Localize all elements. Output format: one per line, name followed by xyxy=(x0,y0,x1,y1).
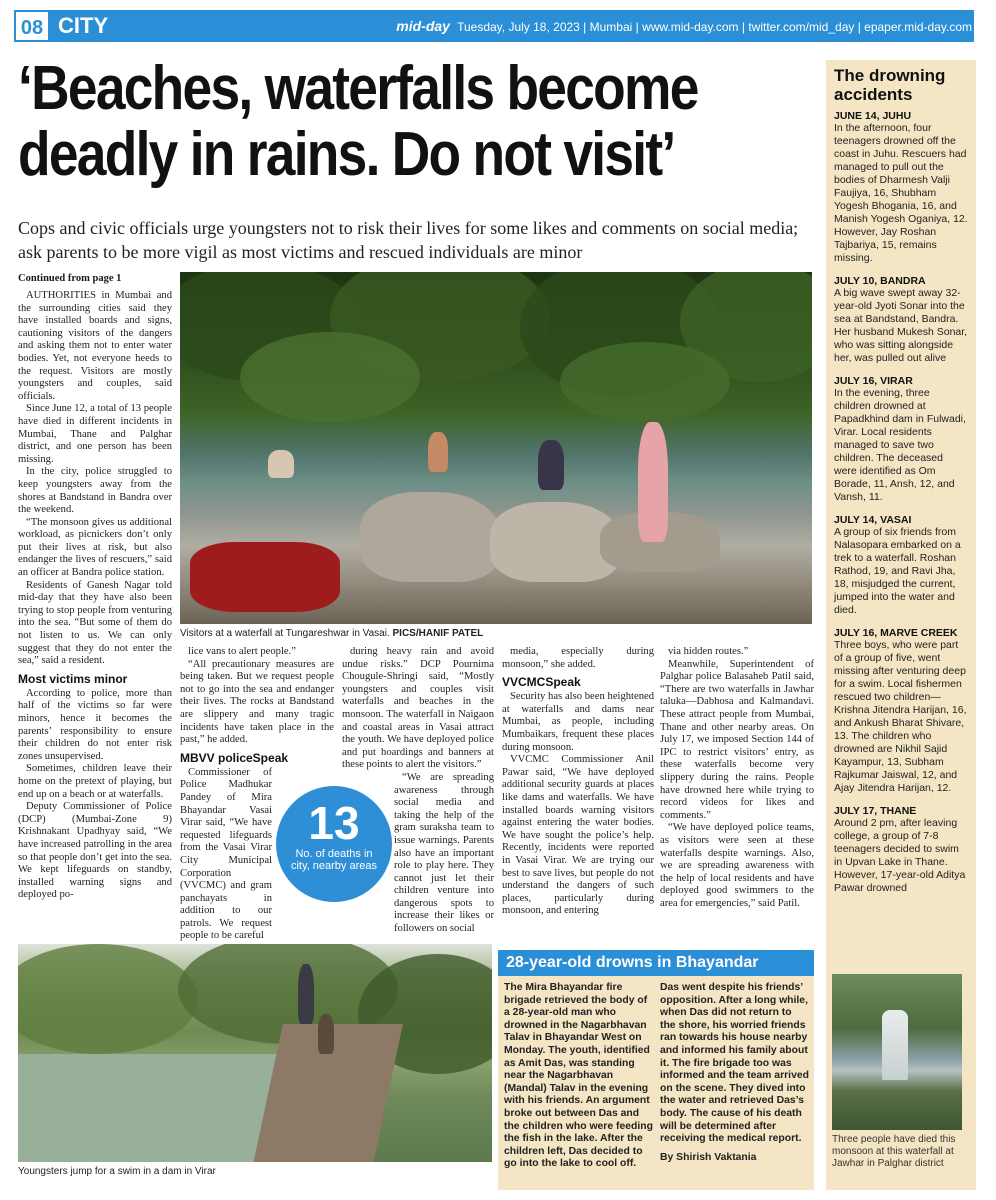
paragraph: Deputy Commissioner of Police (DCP) (Mumbai-Zone 9) Krishnakant Upadhyay said, “We have increased patrolling in the area so that people don’t get into the sea. We kept lifeguards on standby, installed warning signs and deployed po- xyxy=(18,801,172,901)
article-column-1 xyxy=(18,290,172,902)
paragraph: According to police, more than half of the victims so far were minors, hence it becomes the parents’ responsibility to ensure their children do not enter risk zones unsupervised. xyxy=(18,687,172,762)
section-label: CITY xyxy=(58,13,109,38)
box-story-text: Das went despite his friends’ opposition. After a long while, when Das did not return to the shore, his worried friends ran towards his house nearby and informed his family about it. The fire brigade too was informed and the team arrived on the scene. They dived into the water and retrieved Das’s body. The cause of his death will be determined after receiving the medical report. xyxy=(660,982,809,1145)
entry-body: In the evening, three children drowned at Papadkhind dam in Fulwadi, Virar. Local residents managed to save two children. The deceased were identified as Om Borade, 11, Ansh, 12, and Vansh, 11. xyxy=(834,387,966,503)
entry-body: A group of six friends from Nalasopara embarked on a trek to a waterfall. Roshan Rathod, 19, and Ravi Jha, 18, misjudged the current, jumped into the water and died. xyxy=(834,526,961,616)
death-count-badge xyxy=(276,786,392,902)
entry-heading: JUNE 14, JUHU xyxy=(834,110,912,122)
waterfall-stream xyxy=(882,1010,908,1080)
death-count-label: No. of deaths in city, nearby areas xyxy=(290,848,377,872)
paragraph: during heavy rain and avoid undue risks.” DCP Pournima Chougule-Shringi said, “Mostly youngsters and couples visit waterfalls and beaches in the monsoon. The waterfall in Naigaon and coastal areas in Vasai attract the youth. We have deployed police and put hoardings and banners at these points to alert the visitors.” xyxy=(342,646,494,771)
bottom-photo xyxy=(18,944,492,1162)
subheadline: Cops and civic officials urge youngsters not to risk their lives for some likes and comments on social media; ask parents to be more vigil as most victims and rescued individuals are minor xyxy=(18,218,799,262)
death-count-number: 13 xyxy=(308,797,360,849)
paragraph: “We are spreading awareness through social media and taking the help of the gram suraksha team to issue warnings. Parents also have an important role to play here. They cannot just let their children venture into dangerous spots to increase their likes or followers on social xyxy=(394,771,494,935)
paragraph: via hidden routes.” xyxy=(668,646,749,657)
entry-heading: JULY 10, BANDRA xyxy=(834,275,926,287)
box-story-column-2 xyxy=(660,982,810,1163)
caption-text: Visitors at a waterfall at Tungareshwar in Vasai. xyxy=(180,628,390,639)
entry-body: Around 2 pm, after leaving college, a group of 7-8 teenagers decided to swim in Upvan Lake in Thane. However, 17-year-old Aditya Pawar drowned xyxy=(834,817,966,894)
masthead-info xyxy=(396,10,972,42)
entry-body: Three boys, who were part of a group of five, went missing after venturing deep for a swim. Local fishermen rescued two children—Krishna Jitendra Harijan, 16, and Ankush Bharat Shivare, 13. The children who drowned are Nikhil Sajid Kayampur, 13, Subham Rajkumar Jaiswal, 12, and Ajay Jitendra Harijan, 12. xyxy=(834,639,967,794)
subheading: MBVV policeSpeak xyxy=(180,750,289,765)
bottom-photo-caption: Youngsters jump for a swim in a dam in Virar xyxy=(18,1166,216,1177)
sidebar-photo-caption: Three people have died this monsoon at this waterfall at Jawhar in Palghar district xyxy=(832,1134,956,1169)
subheading: Most victims minor xyxy=(18,671,128,686)
paragraph: “The monsoon gives us additional workload, as picnickers don’t only put their lives at risk, but also endanger the lives of rescuers,” said an officer at Bandra police station. xyxy=(18,516,172,579)
paragraph: Residents of Ganesh Nagar told mid-day that they have also been trying to stop people from venturing into the sea. “But some of them do not listen to us. We can only suggest that they do not enter the sea,” said a resident. xyxy=(18,579,172,667)
masthead-details: Tuesday, July 18, 2023 | Mumbai | www.mid-day.com | twitter.com/mid_day | epaper.mid-day.com xyxy=(457,20,972,34)
paragraph: Security has also been heightened at waterfalls and dams near Mumbai, as people, including Mumbaikars, frequent these places during monsoon. xyxy=(502,691,654,753)
byline: By Shirish Vaktania xyxy=(660,1151,757,1163)
sidebar-entry xyxy=(834,805,968,895)
paragraph: “All precautionary measures are being taken. But we request people not to go into the sea and endanger their lives. The rocks at Bandstand are slippery and many tragic incidents have taken place in the past,” he added. xyxy=(180,658,334,746)
sidebar-entry xyxy=(834,275,968,365)
sidebar-entry xyxy=(834,110,968,265)
main-photo xyxy=(180,272,812,624)
box-story-title: 28-year-old drowns in Bhayandar xyxy=(498,950,814,976)
sidebar-entry xyxy=(834,627,968,795)
paragraph: VVCMC Commissioner Anil Pawar said, “We have deployed additional security guards at places like dams and waterfalls. We have installed boards warning visitors against entering the water bodies. We have sought the police’s help. Recently, incidents were reported in Vasai Virar. We are trying our best to save lives, but people do not understand the dangers of such places, particularly during monsoon, and entering xyxy=(502,754,654,917)
entry-heading: JULY 17, THANE xyxy=(834,805,917,817)
sidebar-entry xyxy=(834,514,968,617)
paragraph: Sometimes, children leave their home on the pretext of playing, but end up on a beach or at waterfalls. xyxy=(18,763,172,800)
photo-credit: PICS/HANIF PATEL xyxy=(392,628,484,639)
entry-heading: JULY 16, VIRAR xyxy=(834,375,913,387)
paragraph: lice vans to alert people.” xyxy=(188,646,296,657)
box-story-column-1: The Mira Bhayandar fire brigade retrieved the body of a 28-year-old man who drowned in the Nagarbhavan Talav in Bhayandar West on Monday. The youth, identified as Amit Das, was standing near the Nagarbhavan (Mandal) Talav in the evening with his friends. An argument broke out between Das and the children who were feeding the fish in the lake. After the children left, Das decided to go into the lake to cool off. xyxy=(504,982,653,1170)
sidebar-entry xyxy=(834,375,968,504)
entry-heading: JULY 14, VASAI xyxy=(834,514,912,526)
paragraph: “We have deployed police teams, as visitors were seen at these waterfalls despite warnings. Also, we are spreading awareness with the help of local residents and have deployed good swimmers to the area for emergencies,” said Patil. xyxy=(660,822,814,909)
article-column-5 xyxy=(660,646,814,910)
headline: ‘Beaches, waterfalls become deadly in rains. Do not visit’ xyxy=(18,54,698,189)
entry-heading: JULY 16, MARVE CREEK xyxy=(834,627,958,639)
paragraph: media, especially during monsoon,” she added. xyxy=(502,646,654,670)
continued-note: Continued from page 1 xyxy=(18,273,122,284)
sidebar-title: The drowning accidents xyxy=(834,66,946,104)
brand-name: mid-day xyxy=(396,18,450,34)
paragraph: Since June 12, a total of 13 people have died in different incidents in Mumbai, Thane and Palghar district, and one person has been missing. xyxy=(18,403,172,465)
paragraph: Meanwhile, Superintendent of Palghar police Balasaheb Patil said, “There are two waterfalls in Jawhar taluka—Dabhosa and Kalmandavi. These attract people from Mumbai, Thane and other nearby areas. On July 17, we imposed Section 144 of IPC to restrict visitors’ entry, as these waterfalls become very slippery during the rains. People have drowned here while trying to record videos for likes and comments.” xyxy=(660,658,814,821)
article-column-4 xyxy=(502,646,654,918)
paragraph: In the city, police struggled to keep youngsters away from the shores at Bandstand in Bandra over the weekend. xyxy=(18,466,172,516)
entry-body: In the afternoon, four teenagers drowned off the coast in Juhu. Rescuers had managed to pull out the bodies of Dharmesh Valji Faujiya, 16, Shubham Yogesh Bhogania, 16, and Manish Yogesh Oganiya, 12. However, Jay Roshan Tajbariya, 15, remains missing. xyxy=(834,122,968,264)
paragraph: AUTHORITIES in Mumbai and the surrounding cities said they have installed boards and signs, cautioning visitors of the dangers and asking them not to enter water bodies. Yet, not everyone heeds to the request. Visitors are mostly youngsters and couples, said officials. xyxy=(18,290,172,402)
paragraph: Commissioner of Police Madhukar Pandey of Mira Bhayandar Vasai Virar said, “We have requested lifeguards from the Vasai Virar City Municipal Corporation (VVCMC) and gram panchayats in addition to our patrols. We request people to be careful xyxy=(180,766,272,942)
entry-body: A big wave swept away 32-year-old Jyoti Sonar into the sea at Bandstand, Bandra. Her husband Mukesh Sonar, who was sitting alongside her, was pulled out alive xyxy=(834,287,968,364)
photo-caption xyxy=(180,628,812,639)
subheading: VVCMCSpeak xyxy=(502,675,581,690)
page-number: 08 xyxy=(14,10,50,42)
